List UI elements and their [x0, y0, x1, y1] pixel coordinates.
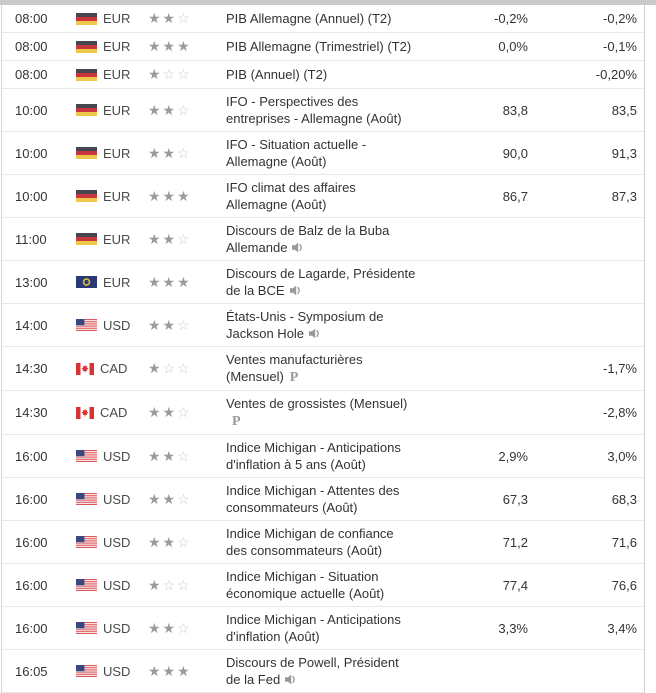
preliminary-icon: P: [289, 370, 299, 385]
currency-code: EUR: [103, 188, 131, 204]
event-time: 14:30: [15, 361, 48, 376]
speaker-icon: [309, 328, 322, 339]
event-cell: [226, 175, 464, 217]
empty-stars-icon: ☆: [177, 230, 192, 247]
importance-stars: [144, 317, 226, 334]
importance-stars: [144, 38, 226, 55]
flag-holder: [76, 622, 97, 634]
event-link[interactable]: Ventes manufacturières (Mensuel) P: [226, 352, 363, 385]
value-actual: 2,9%: [498, 448, 528, 464]
currency-cell: [64, 39, 144, 54]
calendar-event-row: [2, 33, 644, 61]
flag-holder: [76, 276, 97, 288]
event-link[interactable]: Indice Michigan - Situation économique actuelle (Août): [226, 569, 385, 601]
currency-cell: [64, 67, 144, 82]
event-cell: [226, 391, 464, 434]
currency-cell: [64, 146, 144, 161]
event-link[interactable]: IFO climat des affaires Allemagne (Août): [226, 180, 356, 212]
value-actual: 90,0: [502, 145, 528, 161]
currency-code: EUR: [103, 102, 131, 118]
flag-holder: [76, 147, 97, 159]
event-link[interactable]: IFO - Perspectives des entreprises - Allemagne (Août): [226, 94, 402, 126]
filled-stars-icon: ★★: [148, 404, 178, 420]
filled-stars-icon: ★★: [148, 230, 178, 247]
currency-cell: [64, 492, 144, 507]
currency-code: USD: [103, 491, 131, 507]
event-time: 08:00: [15, 11, 48, 26]
flag-holder: [76, 233, 97, 245]
importance-stars: [144, 404, 226, 421]
event-time: 10:00: [15, 188, 48, 204]
importance-stars: [144, 534, 226, 551]
preliminary-icon: P: [232, 414, 241, 429]
speaker-icon: [285, 674, 298, 685]
value-previous: -0,20%: [595, 67, 637, 82]
value-previous: 87,3: [611, 188, 637, 204]
value-previous: -1,7%: [603, 361, 637, 376]
importance-stars: [144, 102, 226, 119]
value-actual: 77,4: [502, 577, 528, 593]
speaker-icon: [292, 242, 305, 253]
currency-code: EUR: [103, 274, 131, 290]
currency-code: USD: [103, 577, 131, 593]
filled-stars-icon: ★★: [148, 533, 178, 550]
us-flag-icon: [76, 579, 97, 591]
value-previous: 3,0%: [607, 448, 637, 464]
filled-stars-icon: ★★★: [148, 187, 192, 204]
flag-holder: [76, 13, 97, 25]
filled-stars-icon: ★★★: [148, 38, 192, 54]
event-time: 14:30: [15, 405, 48, 420]
event-link[interactable]: PIB Allemagne (Annuel) (T2): [226, 11, 392, 26]
empty-stars-icon: ☆☆: [162, 576, 192, 593]
event-link[interactable]: PIB Allemagne (Trimestriel) (T2): [226, 39, 412, 54]
filled-stars-icon: ★★: [148, 10, 178, 26]
importance-stars: [144, 231, 226, 248]
currency-cell: [64, 621, 144, 636]
event-cell: [226, 34, 464, 59]
event-cell: [226, 6, 464, 31]
value-actual: -0,2%: [494, 11, 528, 26]
event-time: 08:00: [15, 67, 48, 82]
speaker-icon: [290, 285, 303, 296]
event-link[interactable]: Discours de Balz de la Buba Allemande: [226, 223, 390, 255]
value-actual: 3,3%: [498, 620, 528, 636]
us-flag-icon: [76, 665, 97, 677]
event-time: 08:00: [15, 39, 48, 54]
importance-stars: [144, 10, 226, 27]
event-link[interactable]: Discours de Powell, Président de la Fed: [226, 655, 399, 687]
filled-stars-icon: ★★: [148, 316, 178, 333]
event-cell: [226, 132, 464, 174]
event-cell: [226, 261, 464, 303]
event-cell: [226, 564, 464, 606]
empty-stars-icon: ☆: [177, 101, 192, 118]
empty-stars-icon: ☆☆: [162, 66, 192, 82]
empty-stars-icon: ☆: [177, 10, 192, 26]
empty-stars-icon: ☆: [177, 316, 192, 333]
empty-stars-icon: ☆: [177, 144, 192, 161]
importance-stars: [144, 663, 226, 680]
currency-cell: [64, 449, 144, 464]
event-time: 11:00: [15, 231, 47, 247]
flag-holder: [76, 450, 97, 462]
ca-flag-icon: [76, 363, 94, 375]
us-flag-icon: [76, 319, 97, 331]
value-previous: 71,6: [611, 534, 637, 550]
currency-cell: [64, 578, 144, 593]
calendar-event-row: [2, 478, 644, 521]
value-previous: 91,3: [611, 145, 637, 161]
currency-code: EUR: [103, 39, 131, 54]
event-cell: [226, 218, 464, 260]
filled-stars-icon: ★★: [148, 619, 178, 636]
filled-stars-icon: ★: [148, 360, 163, 376]
event-link[interactable]: Indice Michigan de confiance des consommateurs (Août): [226, 526, 394, 558]
event-link[interactable]: Ventes de grossistes (Mensuel) P: [226, 396, 408, 429]
value-previous: 76,6: [611, 577, 637, 593]
event-cell: [226, 650, 464, 692]
de-flag-icon: [76, 147, 97, 159]
calendar-event-row: [2, 5, 644, 33]
event-time: 10:00: [15, 102, 48, 118]
event-link[interactable]: IFO - Situation actuelle - Allemagne (Août): [226, 137, 367, 169]
value-previous: -0,2%: [603, 11, 637, 26]
event-cell: [226, 478, 464, 520]
us-flag-icon: [76, 536, 97, 548]
event-time: 16:05: [15, 663, 48, 679]
filled-stars-icon: ★★★: [148, 662, 192, 679]
event-link[interactable]: Indice Michigan - Attentes des consommateurs (Août): [226, 483, 400, 515]
value-previous: 3,4%: [607, 620, 637, 636]
flag-holder: [76, 536, 97, 548]
event-cell: [226, 435, 464, 477]
event-cell: [226, 521, 464, 563]
currency-code: EUR: [103, 11, 131, 26]
economic-calendar-table: [1, 5, 645, 693]
currency-code: USD: [103, 620, 131, 636]
event-time: 16:00: [15, 620, 48, 636]
empty-stars-icon: ☆: [177, 619, 192, 636]
filled-stars-icon: ★★★: [148, 273, 192, 290]
event-time: 16:00: [15, 491, 48, 507]
us-flag-icon: [76, 493, 97, 505]
importance-stars: [144, 274, 226, 291]
us-flag-icon: [76, 450, 97, 462]
event-cell: [226, 607, 464, 649]
value-previous: -2,8%: [603, 405, 637, 420]
filled-stars-icon: ★★: [148, 490, 178, 507]
calendar-event-row: [2, 218, 644, 261]
currency-code: USD: [103, 317, 131, 333]
us-flag-icon: [76, 622, 97, 634]
ca-flag-icon: [76, 407, 94, 419]
event-time: 16:00: [15, 577, 48, 593]
value-actual: 83,8: [502, 102, 528, 118]
de-flag-icon: [76, 13, 97, 25]
event-time: 16:00: [15, 534, 48, 550]
importance-stars: [144, 145, 226, 162]
calendar-event-row: [2, 61, 644, 89]
flag-holder: [76, 41, 97, 53]
importance-stars: [144, 66, 226, 83]
calendar-event-row: [2, 435, 644, 478]
currency-cell: [64, 318, 144, 333]
filled-stars-icon: ★★: [148, 144, 178, 161]
currency-code: USD: [103, 663, 131, 679]
event-time: 14:00: [15, 317, 48, 333]
filled-stars-icon: ★★: [148, 101, 178, 118]
de-flag-icon: [76, 104, 97, 116]
currency-cell: [64, 189, 144, 204]
value-actual: 0,0%: [498, 39, 528, 54]
flag-holder: [76, 104, 97, 116]
calendar-event-row: [2, 564, 644, 607]
value-previous: 68,3: [611, 491, 637, 507]
currency-code: CAD: [100, 405, 128, 420]
flag-holder: [76, 69, 97, 81]
value-actual: 86,7: [502, 188, 528, 204]
currency-cell: [64, 232, 144, 247]
currency-code: EUR: [103, 67, 131, 82]
de-flag-icon: [76, 190, 97, 202]
importance-stars: [144, 491, 226, 508]
currency-code: USD: [103, 448, 131, 464]
event-time: 10:00: [15, 145, 48, 161]
flag-holder: [76, 493, 97, 505]
calendar-event-row: [2, 89, 644, 132]
de-flag-icon: [76, 233, 97, 245]
filled-stars-icon: ★: [148, 576, 163, 593]
flag-holder: [76, 579, 97, 591]
calendar-event-row: [2, 391, 644, 435]
de-flag-icon: [76, 69, 97, 81]
calendar-event-row: [2, 132, 644, 175]
importance-stars: [144, 360, 226, 377]
filled-stars-icon: ★★: [148, 447, 178, 464]
calendar-event-row: [2, 607, 644, 650]
currency-code: EUR: [103, 231, 131, 247]
currency-cell: [64, 535, 144, 550]
value-previous: 83,5: [611, 102, 637, 118]
value-actual: 71,2: [502, 534, 528, 550]
empty-stars-icon: ☆: [177, 404, 192, 420]
flag-holder: [76, 665, 97, 677]
event-link[interactable]: Discours de Lagarde, Présidente de la BCE: [226, 266, 416, 298]
currency-cell: [64, 11, 144, 26]
calendar-event-row: [2, 347, 644, 391]
currency-cell: [64, 275, 144, 290]
event-link[interactable]: Indice Michigan - Anticipations d'inflation à 5 ans (Août): [226, 440, 401, 472]
de-flag-icon: [76, 41, 97, 53]
event-time: 16:00: [15, 448, 48, 464]
currency-code: CAD: [100, 361, 128, 376]
currency-cell: [64, 405, 144, 420]
flag-holder: [76, 190, 97, 202]
event-link[interactable]: États-Unis - Symposium de Jackson Hole: [226, 309, 384, 341]
currency-code: USD: [103, 534, 131, 550]
event-cell: [226, 347, 464, 390]
currency-cell: [64, 361, 144, 376]
importance-stars: [144, 620, 226, 637]
empty-stars-icon: ☆: [177, 447, 192, 464]
calendar-event-row: [2, 521, 644, 564]
empty-stars-icon: ☆: [177, 490, 192, 507]
eu-flag-icon: [76, 276, 97, 288]
filled-stars-icon: ★: [148, 66, 163, 82]
flag-holder: [76, 407, 94, 419]
empty-stars-icon: ☆☆: [162, 360, 192, 376]
empty-stars-icon: ☆: [177, 533, 192, 550]
calendar-event-row: [2, 650, 644, 693]
currency-cell: [64, 103, 144, 118]
calendar-event-row: [2, 175, 644, 218]
currency-code: EUR: [103, 145, 131, 161]
event-link[interactable]: Indice Michigan - Anticipations d'inflation (Août): [226, 612, 401, 644]
event-cell: [226, 304, 464, 346]
calendar-event-row: [2, 261, 644, 304]
event-time: 13:00: [15, 274, 48, 290]
event-link[interactable]: PIB (Annuel) (T2): [226, 67, 328, 82]
event-cell: [226, 89, 464, 131]
importance-stars: [144, 188, 226, 205]
importance-stars: [144, 577, 226, 594]
calendar-event-row: [2, 304, 644, 347]
value-previous: -0,1%: [603, 39, 637, 54]
value-actual: 67,3: [502, 491, 528, 507]
event-cell: [226, 62, 464, 87]
importance-stars: [144, 448, 226, 465]
flag-holder: [76, 319, 97, 331]
currency-cell: [64, 664, 144, 679]
flag-holder: [76, 363, 94, 375]
